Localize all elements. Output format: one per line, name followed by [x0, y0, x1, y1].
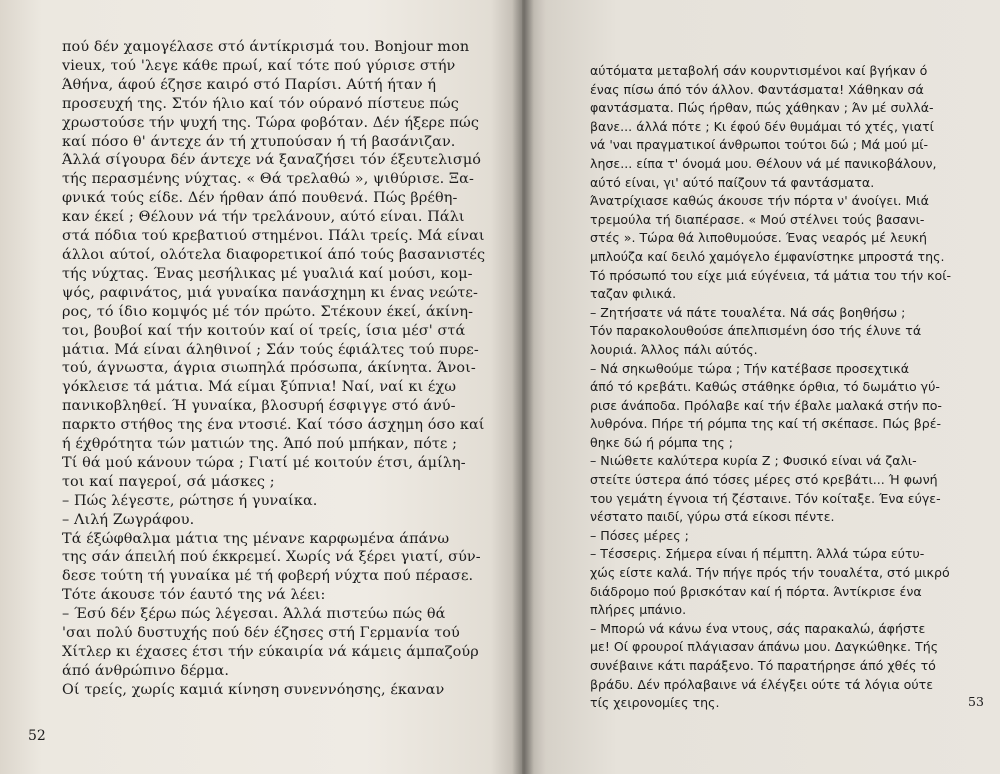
text-line: προσευχή της. Στόν ήλιο καί τόν ούρανό πίστευε πώς [62, 95, 459, 112]
text-line: Οί τρείς, χωρίς καμιά κίνηση συνεννόησης, έκαναν [62, 681, 445, 698]
text-line: ένας πίσω άπό τόν άλλον. Φαντάσματα! Χάθηκαν σά [590, 81, 924, 97]
text-line: τίς χειρονομίες της. [590, 695, 720, 711]
text-line: – Έσύ δέν ξέρω πώς λέγεσαι. Άλλά πιστεύω πώς θά [62, 606, 446, 623]
text-line: στές ». Τώρα θά λιποθυμούσε. Ένας νεαρός μέ λευκή [590, 230, 927, 246]
text-line: του γεμάτη έγνοια τή ζέσταινε. Τόν κοίταξε. Ένα εύγε- [590, 490, 941, 506]
text-line: πού δέν χαμογέλασε στό άντίκρισμά του. Bonjour mon [62, 39, 470, 55]
text-line: άλλοι αύτοί, ολότελα διαφορετικοί άπό τούς βασανιστές [62, 246, 486, 263]
text-line: ή έχθρότητα τών ματιών της. Άπό πού μπήκαν, πότε ; [62, 436, 458, 453]
text-line: ταζαν φιλικά. [590, 286, 677, 302]
text-line: Χίτλερ κι έχασες έτσι τήν εύκαιρία νά κάμεις άμπαζούρ [62, 644, 479, 660]
text-line: πλήρες μπάνιο. [590, 602, 687, 618]
text-line: – Λιλή Ζωγράφου. [62, 511, 195, 528]
text-line: τού, άγνωστα, άγρια σιωπηλά πρόσωπα, άκίνητα. Άνοι- [62, 360, 476, 377]
text-line: στά πόδια τού κρεβατιού στημένοι. Πάλι τρείς. Μά είναι [62, 228, 485, 245]
text-line: ρος, τό ίδιο κομψός μέ τόν πρώτο. Στέκουν έκεί, άκίνη- [62, 303, 474, 320]
text-line: φαντάσματα. Πώς ήρθαν, πώς χάθηκαν ; Άν μέ συλλά- [590, 100, 934, 116]
text-line: Τά έξώφθαλμα μάτια της μένανε καρφωμένα άπάνω [62, 530, 450, 547]
text-line: βράδυ. Δέν πρόλαβαινε νά έλέγξει ούτε τά λόγια ούτε [590, 676, 934, 692]
text-line: αύτόματα μεταβολή σάν κουρντισμένοι καί βγήκαν ό [590, 63, 928, 78]
text-line: μπλούζα καί δειλό χαμόγελο έμφανίστηκε μπροστά της. [590, 248, 945, 264]
text-line: χώς είστε καλά. Τήν πήγε πρός τήν τουαλέτα, στό μικρό [590, 565, 950, 581]
text-line: 'σαι πολύ δυστυχής πού δέν έζησες στή Γερμανία τού [62, 625, 460, 642]
text-line: στείτε ύστερα άπό τόσες μέρες στό κρεβάτι... Ή φωνή [590, 472, 938, 488]
text-line: μάτια. Μά είναι άληθινοί ; Σάν τούς έφιάλτες τού πυρε- [62, 341, 479, 358]
text-line: καν έκεί ; Θέλουν νά τήν τρελάνουν, αύτό είναι. Πάλι [62, 209, 465, 226]
text-line: άπό άνθρώπινο δέρμα. [62, 662, 230, 679]
text-line: ψός, ραφινάτος, μιά γυναίκα πανάσχημη κι ένας νεώτε- [62, 284, 478, 301]
text-line: Άθήνα, άφού έζησε καιρό στό Παρίσι. Αύτή ήταν ή [62, 76, 437, 93]
text-line: Τί θά μού κάνουν τώρα ; Γιατί μέ κοιτούν έτσι, άμίλη- [62, 454, 466, 471]
text-line: – Τέσσερις. Σήμερα είναι ή πέμπτη. Άλλά τώρα εύτυ- [590, 546, 925, 562]
text-line: – Ζητήσατε νά πάτε τουαλέτα. Νά σάς βοηθήσω ; [590, 304, 906, 320]
text-line: Τότε άκουσε τόν έαυτό της νά λέει: [62, 587, 326, 604]
text-line: – Μπορώ νά κάνω ένα ντους, σάς παρακαλώ, άφήστε [590, 620, 926, 636]
book-gutter [512, 0, 534, 774]
text-line: δεσε τούτη τή γυναίκα μέ τή φοβερή νύχτα πού πέρασε. [62, 568, 474, 585]
text-line: αύτό είναι, γι' αύτό παίζουν τά φαντάσματα. [590, 174, 875, 190]
text-line: φνικά τούς είδε. Δέν ήρθαν άπό πουθενά. Πώς βρέθη- [62, 190, 458, 207]
text-line: Άνατρίχιασε καθώς άκουσε τήν πόρτα ν' άνοίγει. Μιά [590, 193, 929, 209]
text-line: διάδρομο πού βρισκόταν καί ή πόρτα. Άντίκρισε ένα [590, 583, 922, 599]
text-line: χρωστούσε τήν ψυχή της. Τώρα φοβόταν. Δέν ήξερε πώς [62, 114, 480, 131]
text-line: λυθρόνα. Πήρε τή ρόμπα της καί τή σκέπασε. Πώς βρέ- [590, 416, 942, 432]
text-line: τής περασμένης νύχτας. « Θά τρελαθώ », ψιθύρισε. Ξα- [62, 171, 474, 188]
text-line: τής νύχτας. Ένας μεσήλικας μέ γυαλιά καί μούσι, κομ- [62, 265, 473, 282]
text-line: Άλλά σίγουρα δέν άντεχε νά ξαναζήσει τόν έξευτελισμό [62, 152, 482, 169]
right-page [522, 0, 1000, 774]
text-line: vieux, τού 'λεγε κάθε πρωί, καί τότε πού γύρισε στήν [62, 57, 456, 74]
text-line: γόκλεισε τά μάτια. Μά είμαι ξύπνια! Ναί, ναί κι έχω [62, 379, 457, 396]
text-line: πανικοβληθεί. Ή γυναίκα, βλοσυρή έσφιγγε στό άνύ- [62, 398, 456, 415]
text-line: τοι, βουβοί καί τήν κοιτούν καί οί τρείς, ίσια μέσ' στά [62, 322, 466, 339]
text-line: παρκτο στήθος της ένα ντοσιέ. Καί τόσο άσχημη όσο καί [62, 417, 485, 434]
text-line: άπό τό κρεβάτι. Καθώς στάθηκε όρθια, τό δωμάτιο γύ- [590, 379, 940, 395]
text-line: βανε... άλλά πότε ; Κι έφού δέν θυμάμαι τό χτές, γιατί [590, 118, 934, 134]
text-line: λουριά. Άλλος πάλι αύτός. [590, 341, 758, 357]
text-line: Τό πρόσωπό του είχε μιά εύγένεια, τά μάτια του τήν κοί- [590, 267, 952, 283]
text-line: θηκε δώ ή ρόμπα της ; [590, 434, 733, 450]
text-line: με! Οί φρουροί πλάγιασαν άπάνω μου. Δαγκώθηκε. Τής [590, 639, 939, 655]
text-line: νέστατο παιδί, γύρω στά είκοσι πέντε. [590, 509, 835, 525]
text-line: τρεμούλα τή διαπέρασε. « Μού στέλνει τούς βασανι- [590, 211, 925, 227]
right-page-text [590, 62, 984, 713]
left-page-number: 52 [28, 728, 46, 744]
text-line: – Πώς λέγεστε, ρώτησε ή γυναίκα. [62, 492, 318, 509]
text-line: καί πόσο θ' άντεχε άν τή χτυπούσαν ή τή βασάνιζαν. [62, 133, 456, 150]
text-line: ρισε άνάποδα. Πρόλαβε καί τήν έβαλε μαλακά στήν πο- [590, 397, 942, 413]
text-line: – Νιώθετε καλύτερα κυρία Ζ ; Φυσικό είναι νά ζαλι- [590, 453, 917, 469]
text-line: λησε... είπα τ' όνομά μου. Θέλουν νά μέ πανικοβάλουν, [590, 155, 937, 171]
right-page-number: 53 [968, 694, 984, 709]
text-line: Τόν παρακολουθούσε άπελπισμένη όσο τής έλυνε τά [590, 323, 922, 339]
text-line: της σάν άπειλή πού έκκρεμεί. Χωρίς νά ξέρει γιατί, σύν- [62, 549, 481, 566]
text-line: – Νά σηκωθούμε τώρα ; Τήν κατέβασε προσεχτικά [590, 360, 910, 376]
text-line: – Πόσες μέρες ; [590, 527, 689, 543]
left-page-text [62, 38, 490, 700]
text-line: νά 'ναι πραγματικοί άνθρωποι τούτοι δώ ; Μά μού μί- [590, 137, 929, 153]
text-line: συνέβαινε κάτι παράξενο. Τό παρατήρησε άπό χθές τό [590, 658, 936, 673]
text-line: τοι καί παγεροί, σά μάσκες ; [62, 473, 275, 490]
